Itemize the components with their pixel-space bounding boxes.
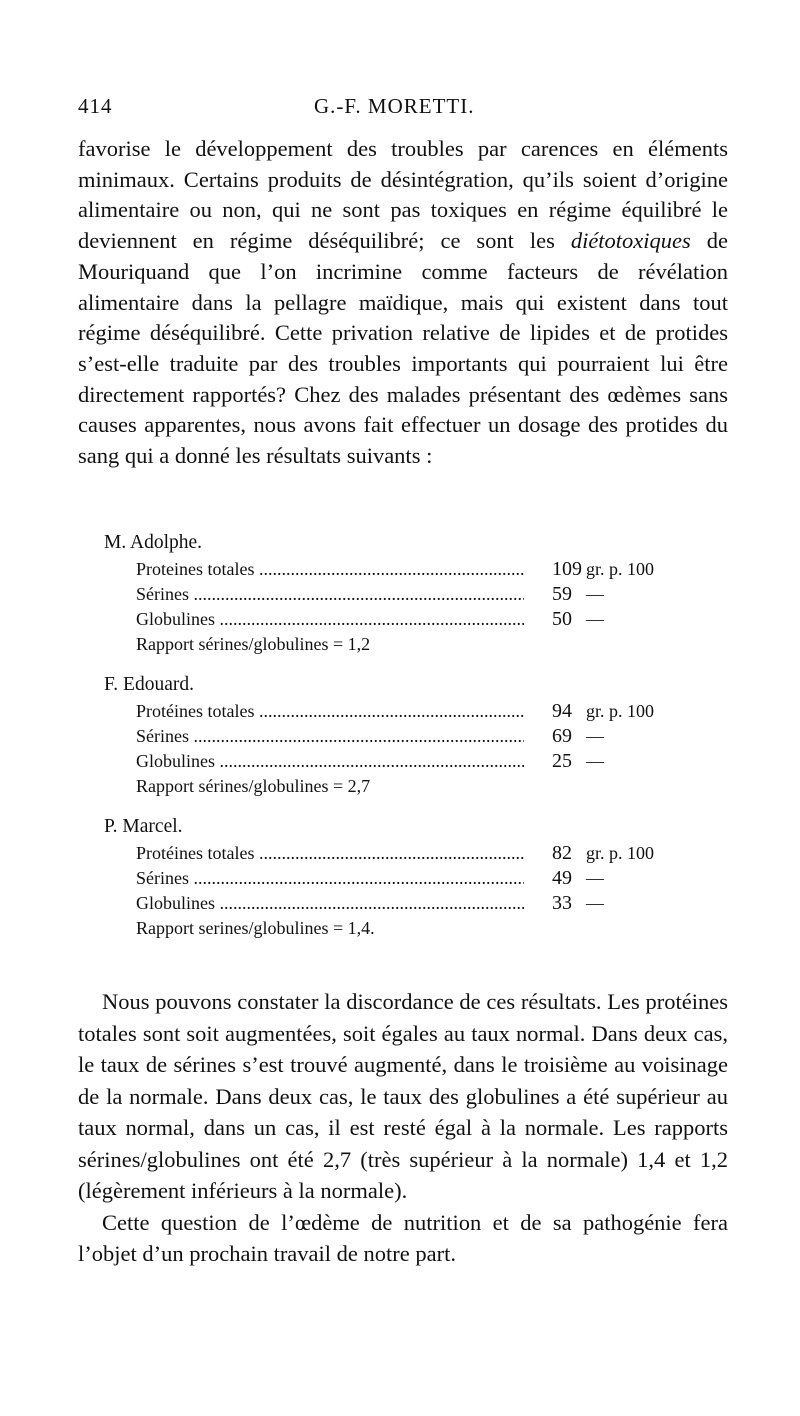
conclusion-paragraph: Nous pouvons constater la discordance de ces résultats. Les protéines totales sont soit augmentées, soit égales au taux normal. Dans deux cas, le taux de sérines s’est trouvé augmenté, dans le troisième au voisinage de la normale. Dans deux cas, le taux des globulines a été supérieur au taux normal, dans un cas, il est resté égal à la normale. Les rapports sérines/globulines ont été 2,7 (très supérieur à la normale) 1,4 et 1,2 (légèrement inférieurs à la normale). [78,989,728,1203]
ratio-text: Rapport sérines/globulines = 1,2 [136,634,371,654]
ratio-text: Rapport sérines/globulines = 2,7 [136,776,371,796]
row-label: Globulines ..... [136,607,524,632]
patient-block [104,672,704,801]
row-value: 69 [552,725,572,747]
result-row [104,866,704,891]
row-unit: gr. p. 100 [586,701,655,721]
row-value: 59 [552,583,572,605]
intro-text-end: de Mouriquand que l’on incrimine comme facteurs de révélation alimentaire dans la pellagre maïdique, mais qui existent dans tout régime déséquilibré. Cette privation relative de lipides et de protides s’est-elle traduite par des troubles importants qui pourraient lui être directement rapportés? Chez des malades présentant des œdèmes sans causes apparentes, nous avons fait effectuer un dosage des protides du sang qui a donné les résultats suivants : [78,228,728,469]
patient-name: M. Adolphe. [104,532,203,553]
result-row [104,891,704,916]
running-head: G.-F. MORETTI. [314,94,475,118]
row-unit: gr. p. 100 [586,559,655,579]
patient-block [104,530,704,659]
ratio-line [104,632,704,659]
row-value: 109 [552,558,582,580]
result-row [104,557,704,582]
patient-name: F. Edouard. [104,674,194,695]
intro-text-start: favorise le développement des troubles par carences en éléments minimaux. Certains produits de désintégration, qu’ils soient d’origine alimentaire ou non, qui ne sont pas toxiques en régime équilibré le deviennent en régime déséquilibré; ce sont les [78,136,728,254]
row-label: Protéines totales ..... [136,841,524,866]
result-row [104,699,704,724]
results-list [104,530,704,956]
row-value: 25 [552,750,572,772]
italic-term: diétotoxiques [570,228,691,254]
row-value: 82 [552,842,572,864]
row-unit: gr. p. 100 [586,843,655,863]
row-label: Protéines totales ..... [136,699,524,724]
row-unit: — [586,726,604,746]
row-unit: — [586,893,604,913]
patient-block [104,814,704,943]
row-unit: — [586,609,604,629]
page-header [78,94,738,130]
result-row [104,582,704,607]
row-label: Globulines ..... [136,749,524,774]
row-value: 49 [552,867,572,889]
row-unit: — [586,868,604,888]
ratio-line [104,774,704,801]
patient-name: P. Marcel. [104,816,183,837]
row-label: Sérines ..... [136,866,524,891]
intro-paragraph [78,134,728,472]
row-label: Sérines ..... [136,582,524,607]
row-unit: — [586,751,604,771]
result-row [104,749,704,774]
ratio-line [104,916,704,943]
row-value: 94 [552,700,572,722]
conclusion-section [78,986,728,1270]
row-unit: — [586,584,604,604]
result-row [104,841,704,866]
ratio-text: Rapport serines/globulines = 1,4. [136,918,375,938]
row-label: Proteines totales ..... [136,557,524,582]
result-row [104,607,704,632]
row-value: 50 [552,608,572,630]
result-row [104,724,704,749]
row-label: Globulines ..... [136,891,524,916]
row-value: 33 [552,892,572,914]
row-label: Sérines ..... [136,724,524,749]
page-number: 414 [78,94,113,118]
closing-paragraph: Cette question de l’œdème de nutrition et de sa pathogénie fera l’objet d’un prochain travail de notre part. [78,1209,728,1266]
